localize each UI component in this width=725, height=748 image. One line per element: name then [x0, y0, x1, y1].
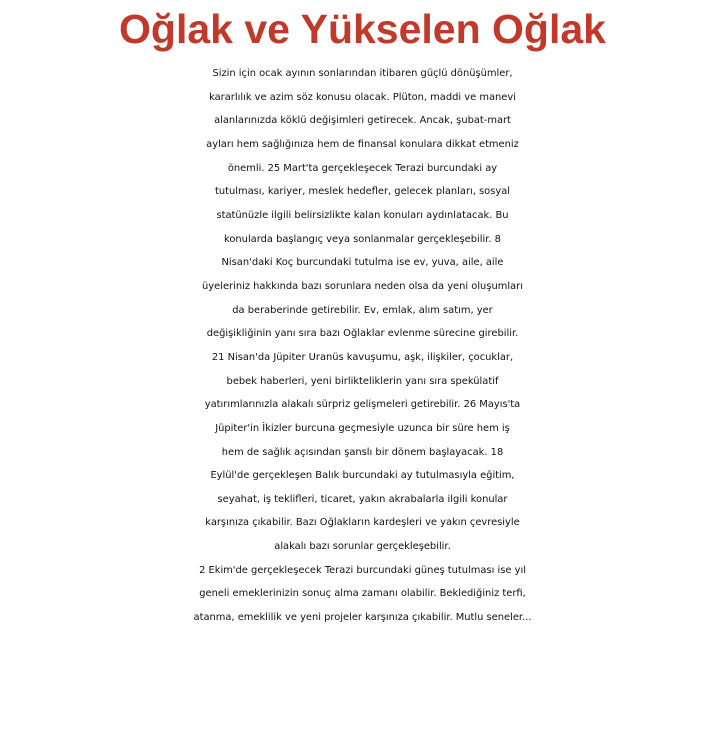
text-line: yatırımlarınızla alakalı sürpriz gelişmeleri getirebilir. 26 Mayıs'ta [204, 399, 521, 411]
text-line: önemli. 25 Mart'ta gerçekleşecek Terazi burcundaki ay [227, 162, 498, 174]
text-line: bebek haberleri, yeni birlikteliklerin yanı sıra spekülatif [226, 375, 499, 387]
text-line: 2 Ekim'de gerçekleşecek Terazi burcundaki güneş tutulması ise yıl [199, 564, 526, 576]
text-line: Sizin için ocak ayının sonlarından itibaren güçlü dönüşümler, [212, 68, 513, 79]
text-line: üyeleriniz hakkında bazı sorunlara neden olsa da yeni oluşumları [202, 280, 523, 292]
text-line: değişikliğinin yanı sıra bazı Oğlaklar evlenme sürecine girebilir. [206, 328, 519, 340]
text-line: alanlarınızda köklü değişimleri getirecek. Ancak, şubat-mart [214, 115, 511, 127]
text-line: karşınıza çıkabilir. Bazı Oğlakların kardeşleri ve yakın çevresiyle [205, 517, 520, 529]
text-line: seyahat, iş teklifleri, ticaret, yakın akrabalarla ilgili konular [217, 493, 508, 505]
text-line: kararlılık ve azim söz konusu olacak. Plüton, maddi ve manevi [209, 91, 516, 103]
text-line: Eylül'de gerçekleşen Balık burcundaki ay tutulmasıyla eğitim, [210, 470, 515, 482]
text-line: statünüzle ilgili belirsizlikte kalan konuları aydınlatacak. Bu [216, 209, 509, 221]
horoscope-text [0, 62, 725, 630]
text-line: 21 Nisan'da Jüpiter Uranüs kavuşumu, aşk, ilişkiler, çocuklar, [211, 351, 514, 363]
text-line: hem de sağlık açısından şanslı bir dönem başlayacak. 18 [221, 446, 504, 458]
text-line: Nisan'daki Koç burcundaki tutulma ise ev, yuva, aile, aile [221, 257, 504, 269]
text-line: ayları hem sağlığınıza hem de finansal konulara dikkat etmeniz [206, 138, 519, 150]
text-line: da beraberinde getirebilir. Ev, emlak, alım satım, yer [232, 304, 493, 316]
page-title: Oğlak ve Yükselen Oğlak [119, 6, 606, 52]
text-line: atanma, emeklilik ve yeni projeler karşınıza çıkabilir. Mutlu seneler... [193, 612, 532, 624]
text-line: alakalı bazı sorunlar gerçekleşebilir. [274, 541, 451, 553]
text-line: geneli emeklerinizin sonuç alma zamanı olabilir. Beklediğiniz terfi, [199, 588, 526, 600]
text-line: konularda başlangıç veya sonlanmalar gerçekleşebilir. 8 [224, 233, 501, 245]
text-line: tutulması, kariyer, meslek hedefler, gelecek planları, sosyal [214, 186, 511, 198]
text-line: Jüpiter'in İkizler burcuna geçmesiyle uzunca bir süre hem iş [215, 422, 510, 434]
